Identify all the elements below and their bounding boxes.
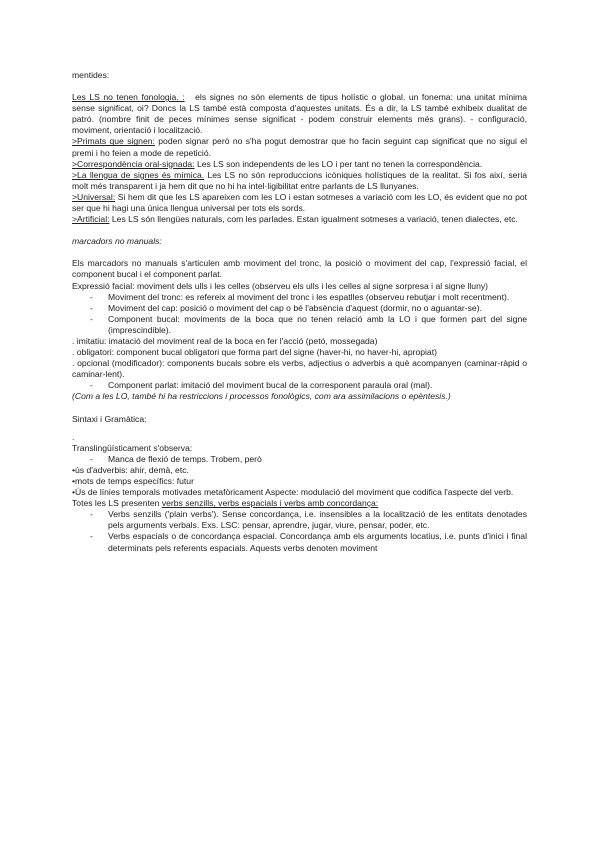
paragraph: . imitatiu: imatació del moviment real de la boca en fer l'acció (petó, mossegada) <box>72 335 378 346</box>
list-item: - Moviment del tronc: es refereix al moviment del tronc i les espatlles (observeu rebutjar i molt recentment). <box>72 292 527 303</box>
section-heading: marcadors no manuals: <box>72 236 162 247</box>
paragraph <box>72 498 527 509</box>
paragraph-text: poden signar però no s'ha pogut demostrar que ho facin seguint cap significat que no sigui el premi i ho feien a mode de repetició. <box>72 136 527 158</box>
bullet-item: •ús d'adverbis: ahir, demà, etc. <box>72 464 189 475</box>
paragraph <box>72 170 527 192</box>
paragraph: . obligatori: component bucal obligatori que forma part del signe (haver-hi, no haver-hi, apropiat) <box>72 347 437 358</box>
paragraph <box>72 214 527 225</box>
underlined-text: verbs senzills, verbs espacials i verbs amb concordança: <box>161 498 379 509</box>
paragraph-text: els signes no són elements de tipus holístic o global. un fonema: una unitat mínima sense significat, oi? Doncs la LS també està composta d'aquestes unitats. És a dir, la LS també exhibeix dualitat de patró. (nombre finit de peces mínimes sense significat - podem construir elements més grans). - configuració, moviment, orientació i localització. <box>72 92 527 136</box>
paragraph <box>72 136 527 158</box>
list-item: - Component parlat: imitació del moviment bucal de la corresponent paraula oral (mal). <box>72 380 527 391</box>
term-label: Les LS no tenen fonologia. : <box>72 92 185 103</box>
term-label: >Universal: <box>72 191 116 202</box>
list-item: - Moviment del cap: posició o moviment del cap o bé l'absència d'aquest (dormir, no o aguantar-se). <box>72 303 527 314</box>
paragraph: . <box>72 431 75 442</box>
paragraph <box>72 159 527 170</box>
list-item: - Verbs senzills ('plain verbs'). Sense concordança, i.e. insensibles a la localització de les entitats denotades pels arguments verbals. Exs. LSC: pensar, aprendre, jugar, viure, pensar, poder, etc. <box>72 509 527 531</box>
list-item: - Manca de flexió de temps. Trobem, però <box>72 454 527 465</box>
section-heading: Sintaxi i Gramàtica: <box>72 413 147 424</box>
paragraph <box>72 92 527 136</box>
list-item: - Component bucal: moviments de la boca que no tenen relació amb la LO i que formen part del signe (imprescindible). <box>72 314 527 336</box>
document-page <box>72 70 527 554</box>
paragraph-text: Si hem dit que les LS apareixen com les LO i estan sotmeses a variació com les LO, és evident que no pot ser que hi hagi una única llengua universal per tots els sords. <box>72 191 528 214</box>
note: (Com a les LO, també hi ha restriccions i processos fonològics, com ara assimilacions o epèntesis.) <box>72 391 451 402</box>
paragraph: Expressió facial: moviment dels ulls i les celles (observeu els ulls i les celles al signe sorpresa i al signe lluny) <box>72 280 489 291</box>
bullet-item: •Ús de línies temporals motivades metafòricament Aspecte: modulació del moviment que codifica l'aspecte del verb. <box>72 487 514 498</box>
term-label: >La llengua de signes és mímica. <box>72 169 205 180</box>
section-heading: mentides: <box>72 70 110 80</box>
term-label: >Correspondència oral-signada: <box>72 158 195 169</box>
paragraph-text: Les LS no són reproduccions icòniques holístiques de la realitat. Si fos així, seria molt més transparent i ja hem dit que no hi ha intel·ligibilitat entre parlants de LS llunyanes. <box>72 169 528 191</box>
paragraph: Els marcadors no manuals s'articulen amb moviment del tronc, la posició o moviment del cap, l'expressió facial, el component bucal i el component parlat. <box>72 258 527 280</box>
bullet-item: •mots de temps específics: futur <box>72 476 194 486</box>
term-label: >Artificial: <box>72 214 110 225</box>
paragraph-text: Les LS son independents de les LO i per tant no tenen la correspondència. <box>196 158 483 169</box>
term-label: >Primats que signen: <box>72 136 155 147</box>
list-item: - Verbs espacials o de concordança espacial. Concordança amb els arguments locatius, i.e. punts d'inici i final determinats pels referents espacials. Aquests verbs denoten moviment <box>72 531 527 553</box>
paragraph <box>72 192 527 214</box>
paragraph: . opcional (modificador): components bucals sobre els verbs, adjectius o adverbis a què acompanyen (caminar-ràpid o caminar-lent). <box>72 358 527 380</box>
paragraph-text: Totes les LS presenten <box>72 498 160 509</box>
paragraph: Translingüísticament s'observa: <box>72 442 193 453</box>
paragraph-text: Les LS són llengües naturals, com les parlades. Estan igualment sotmeses a variació, tenen dialectes, etc. <box>111 214 518 225</box>
